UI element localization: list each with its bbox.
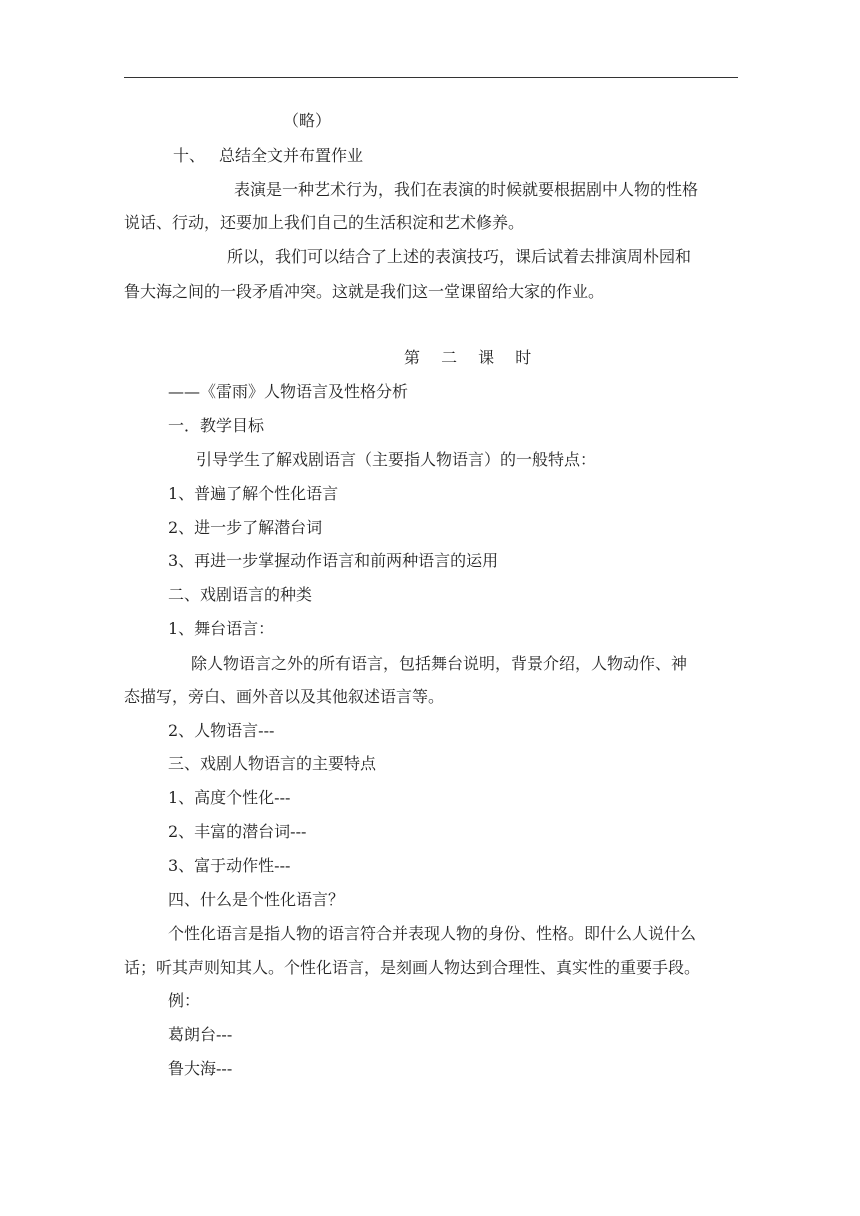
types-item1: 1、舞台语言：: [168, 619, 275, 638]
goal-item: 3、再进一步掌握动作语言和前两种语言的运用: [168, 551, 499, 570]
types-heading: 二、戏剧语言的种类: [168, 585, 313, 604]
lesson-subtitle: ——《雷雨》人物语言及性格分析: [168, 382, 409, 401]
para1-line2: 说话、行动，还要加上我们自己的生活积淀和艺术修养。: [124, 213, 525, 232]
para1-line1: 表演是一种艺术行为，我们在表演的时候就要根据剧中人物的性格: [234, 180, 699, 199]
goal-item: 2、进一步了解潜台词: [168, 518, 323, 537]
para2-line1: 所以，我们可以结合了上述的表演技巧，课后试着去排演周朴园和: [227, 247, 692, 266]
section-10-heading: [173, 146, 363, 166]
personalized-heading: 四、什么是个性化语言？: [168, 890, 345, 909]
example-item: 葛朗台---: [168, 1025, 233, 1044]
header-rule: [124, 77, 738, 78]
features-heading: 三、戏剧人物语言的主要特点: [168, 754, 377, 773]
section-10-title: 总结全文并布置作业: [219, 146, 364, 165]
feature-item: 2、丰富的潜台词---: [168, 822, 307, 841]
goals-intro: 引导学生了解戏剧语言（主要指人物语言）的一般特点：: [196, 450, 597, 469]
para2-line2: 鲁大海之间的一段矛盾冲突。这就是我们这一堂课留给大家的作业。: [124, 282, 605, 301]
personalized-line2: 话；听其声则知其人。个性化语言，是刻画人物达到合理性、真实性的重要手段。: [124, 958, 701, 977]
types-desc-line1: 除人物语言之外的所有语言，包括舞台说明，背景介绍，人物动作、神: [191, 654, 688, 673]
omitted-note: （略）: [283, 111, 332, 130]
example-label: 例：: [168, 991, 201, 1010]
lesson-title: 第 二 课 时: [404, 348, 540, 367]
feature-item: 1、高度个性化---: [168, 788, 291, 807]
feature-item: 3、富于动作性---: [168, 856, 291, 875]
types-item2: 2、人物语言---: [168, 721, 275, 740]
personalized-line1: 个性化语言是指人物的语言符合并表现人物的身份、性格。即什么人说什么: [168, 924, 697, 943]
types-desc-line2: 态描写，旁白、画外音以及其他叙述语言等。: [124, 687, 445, 706]
section-10-number: 十、: [173, 146, 206, 165]
example-item: 鲁大海---: [168, 1059, 233, 1078]
goals-heading: 一．教学目标: [168, 416, 265, 435]
goal-item: 1、普遍了解个性化语言: [168, 484, 339, 503]
